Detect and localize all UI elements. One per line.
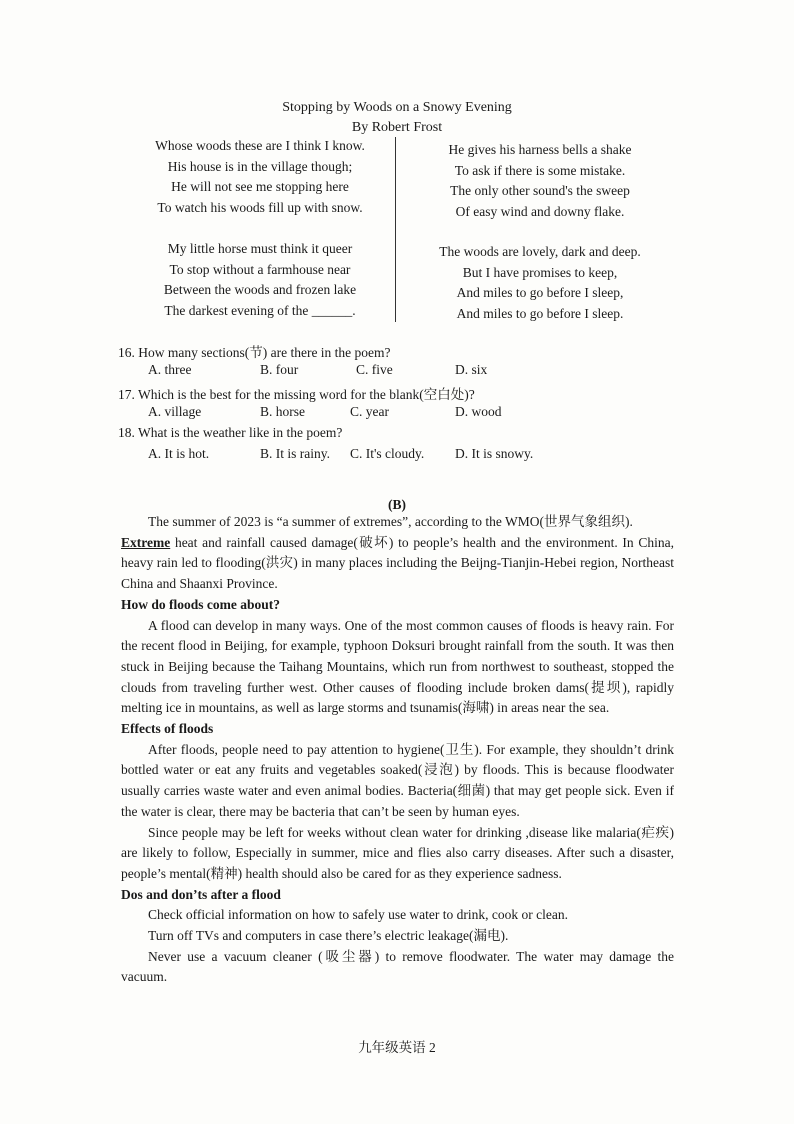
poem-line: He will not see me stopping here bbox=[171, 179, 349, 194]
question-16-stem: 16. How many sections(节) are there in the poem? bbox=[118, 345, 391, 360]
passage-paragraph bbox=[121, 533, 674, 595]
passage-text: heat and rainfall caused damage(破坏) to people’s health and the environment. In China, heavy rain led to flooding(洪灾) in many places including the Beijng-Tianjin-Hebei region, Northeast China and Shaanxi Province. bbox=[121, 534, 674, 592]
question-16-option-d[interactable]: D. six bbox=[455, 362, 488, 377]
poem-line: Of easy wind and downy flake. bbox=[455, 203, 625, 219]
passage-paragraph: Never use a vacuum cleaner (吸尘器) to remove floodwater. The water may damage the vacuum. bbox=[121, 948, 674, 985]
question-16-option-b[interactable]: B. four bbox=[260, 362, 299, 377]
passage-paragraph: After floods, people need to pay attention to hygiene(卫生). For example, they shouldn’t drink bottled water or eat any fruits and vegetables soaked(浸泡) by floods. This is because floodwater usually carries waste water and even animal bodies. Bacteria(细菌) that may get people sick. Even if the water is clear, there may be bacteria that can’t be seen by human eyes. bbox=[121, 741, 674, 819]
poem-right-stanza-1 bbox=[410, 140, 670, 222]
question-18-stem: 18. What is the weather like in the poem? bbox=[118, 425, 343, 440]
question-17-stem: 17. Which is the best for the missing word for the blank(空白处)? bbox=[118, 387, 475, 402]
question-18-option-a[interactable]: A. It is hot. bbox=[148, 446, 210, 461]
poem-line: Between the woods and frozen lake bbox=[163, 282, 357, 297]
question-17-option-a[interactable]: A. village bbox=[148, 404, 202, 419]
poem-left-stanza-1 bbox=[130, 136, 390, 218]
poem-title: Stopping by Woods on a Snowy Evening bbox=[282, 100, 512, 115]
underlined-word-extreme: Extreme bbox=[121, 534, 171, 550]
poem-line: Whose woods these are I think I know. bbox=[155, 138, 365, 153]
poem-line: The only other sound's the sweep bbox=[450, 183, 630, 198]
passage-paragraph: Since people may be left for weeks without clean water for drinking ,disease like malaria(疟疾) are likely to follow, Especially in summer, mice and flies also carry diseases. After such a disaster, people’s mental(精神) health should also be cared for as they experience sadness. bbox=[121, 824, 674, 881]
poem-left-stanza-2 bbox=[130, 239, 390, 321]
poem-line: My little horse must think it queer bbox=[167, 241, 353, 256]
page-footer: 九年级英语 2 bbox=[358, 1040, 436, 1055]
question-17-option-b[interactable]: B. horse bbox=[260, 404, 305, 419]
poem-line: The darkest evening of the ______. bbox=[164, 302, 356, 318]
poem-line: His house is in the village though; bbox=[167, 158, 353, 174]
poem-line: The woods are lovely, dark and deep. bbox=[439, 244, 641, 259]
question-18-option-b[interactable]: B. It is rainy. bbox=[260, 446, 330, 461]
passage-heading: Dos and don’ts after a flood bbox=[121, 886, 281, 902]
poem-line: To watch his woods fill up with snow. bbox=[157, 199, 363, 215]
question-18-option-d[interactable]: D. It is snowy. bbox=[455, 446, 534, 461]
passage-heading: Effects of floods bbox=[121, 721, 214, 737]
poem-author: By Robert Frost bbox=[351, 120, 443, 135]
poem-right-stanza-2 bbox=[410, 242, 670, 324]
passage-paragraph: A flood can develop in many ways. One of the most common causes of floods is heavy rain. For the recent flood in Beijing, for example, typhoon Doksuri brought rainfall from the south. It was then stuck in Beijing because the Taihang Mountains, which run from northwest to southeast, stopped the clouds from traveling further west. Other causes of flooding include broken dams(提坝), rapidly melting ice in mountains, as well as large storms and tsunamis(海啸) in areas near the sea. bbox=[121, 617, 674, 716]
reading-passage-b bbox=[121, 512, 674, 988]
poem-column-divider bbox=[395, 137, 396, 322]
question-16-option-a[interactable]: A. three bbox=[148, 362, 192, 377]
passage-heading: How do floods come about? bbox=[121, 596, 281, 612]
poem-line: But I have promises to keep, bbox=[462, 264, 618, 280]
question-18-option-c[interactable]: C. It's cloudy. bbox=[350, 446, 425, 461]
question-17-option-d[interactable]: D. wood bbox=[455, 404, 502, 419]
passage-paragraph: Turn off TVs and computers in case there’s electric leakage(漏电). bbox=[148, 928, 509, 944]
poem-line: He gives his harness bells a shake bbox=[448, 142, 632, 157]
passage-paragraph: The summer of 2023 is “a summer of extremes”, according to the WMO(世界气象组织). bbox=[148, 514, 633, 529]
poem-line: And miles to go before I sleep, bbox=[456, 285, 624, 300]
poem-line: To stop without a farmhouse near bbox=[169, 261, 351, 277]
passage-paragraph: Check official information on how to safely use water to drink, cook or clean. bbox=[148, 907, 569, 923]
poem-line: To ask if there is some mistake. bbox=[454, 162, 626, 178]
question-16-option-c[interactable]: C. five bbox=[356, 362, 393, 377]
question-17-option-c[interactable]: C. year bbox=[350, 404, 389, 419]
section-b-mark: (B) bbox=[388, 497, 406, 512]
poem-line: And miles to go before I sleep. bbox=[456, 305, 624, 321]
